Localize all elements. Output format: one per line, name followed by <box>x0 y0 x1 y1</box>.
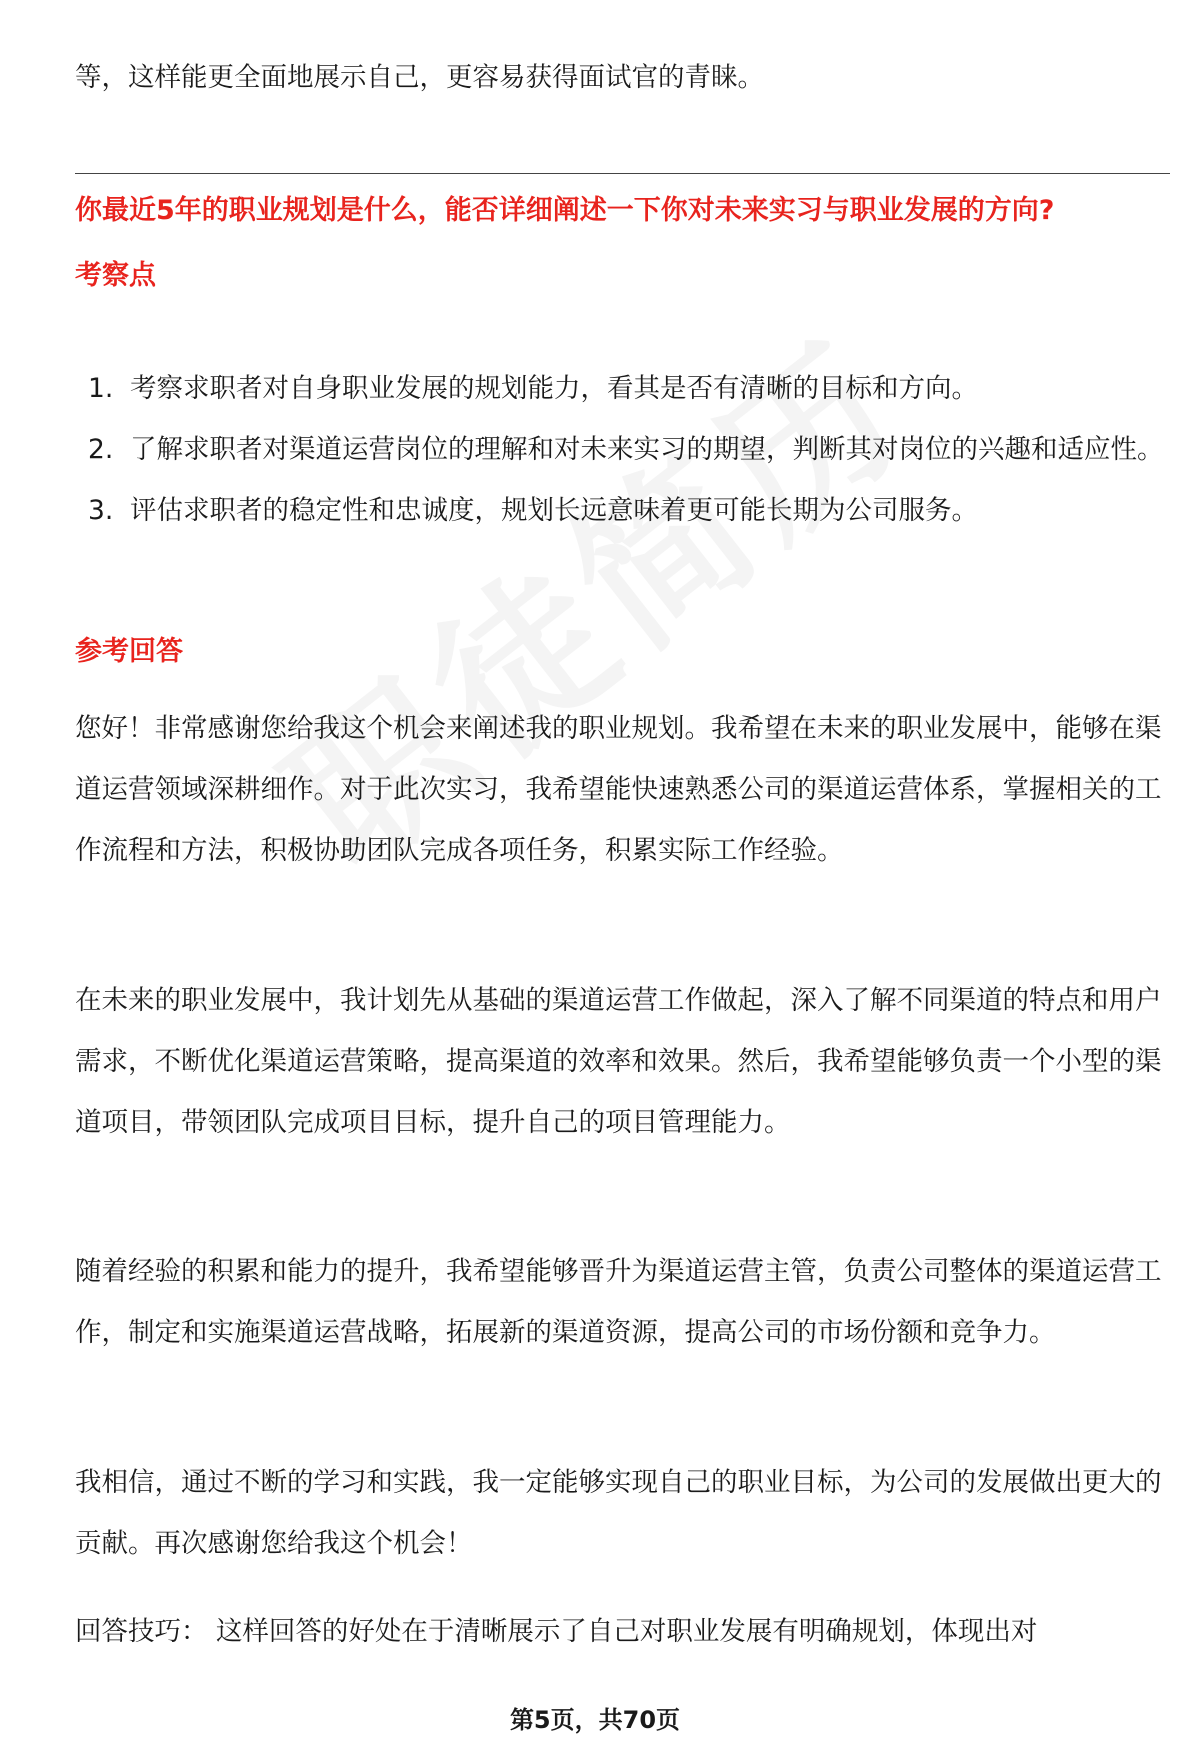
answer-paragraph: 随着经验的积累和能力的提升，我希望能够晋升为渠道运营主管，负责公司整体的渠道运营工作，制定和实施渠道运营战略，拓展新的渠道资源，提高公司的市场份额和竞争力。 <box>75 1256 1162 1348</box>
focus-item <box>75 419 1170 480</box>
focus-item-number: 2. <box>88 434 114 465</box>
answer-paragraph: 您好！非常感谢您给我这个机会来阐述我的职业规划。我希望在未来的职业发展中，能够在渠道运营领域深耕细作。对于此次实习，我希望能快速熟悉公司的渠道运营体系，掌握相关的工作流程和方法，积极协助团队完成各项任务，积累实际工作经验。 <box>75 713 1162 866</box>
focus-item <box>75 358 1170 419</box>
focus-item-number: 1. <box>88 373 114 404</box>
focus-item-text: 考察求职者对自身职业发展的规划能力，看其是否有清晰的目标和方向。 <box>130 373 978 404</box>
intro-tail-text: 等，这样能更全面地展示自己，更容易获得面试官的青睐。 <box>75 62 764 93</box>
focus-item <box>75 480 1170 541</box>
answer-paragraph: 我相信，通过不断的学习和实践，我一定能够实现自己的职业目标，为公司的发展做出更大的贡献。再次感谢您给我这个机会！ <box>75 1467 1162 1559</box>
focus-item-number: 3. <box>88 495 114 526</box>
focus-item-text: 了解求职者对渠道运营岗位的理解和对未来实习的期望，判断其对岗位的兴趣和适应性。 <box>130 434 1164 465</box>
focus-item-text: 评估求职者的稳定性和忠诚度，规划长远意味着更可能长期为公司服务。 <box>130 495 978 526</box>
answer-tip: 回答技巧： 这样回答的好处在于清晰展示了自己对职业发展有明确规划，体现出对 <box>75 1616 1038 1647</box>
answer-paragraph: 在未来的职业发展中，我计划先从基础的渠道运营工作做起，深入了解不同渠道的特点和用户需求，不断优化渠道运营策略，提高渠道的效率和效果。然后，我希望能够负责一个小型的渠道项目，带领团队完成项目目标，提升自己的项目管理能力。 <box>75 985 1162 1138</box>
focus-heading: 考察点 <box>75 260 156 291</box>
page-number: 第5页，共70页 <box>509 1706 681 1734</box>
answer-heading: 参考回答 <box>75 636 183 667</box>
section-divider <box>75 173 1170 174</box>
focus-list <box>75 358 1170 541</box>
interview-question: 你最近5年的职业规划是什么，能否详细阐述一下你对未来实习与职业发展的方向? <box>75 195 1055 226</box>
